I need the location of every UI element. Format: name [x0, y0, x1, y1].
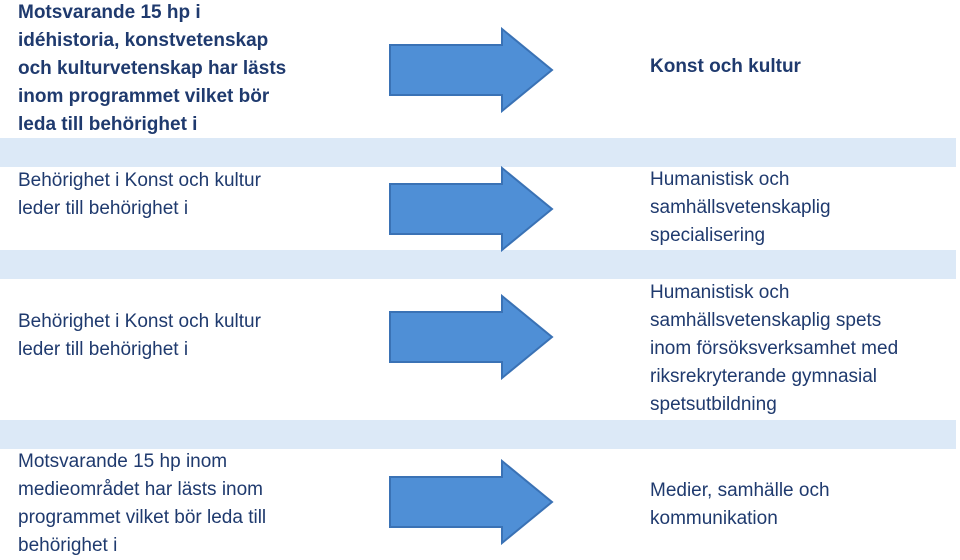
text-line: Konst och kultur — [650, 56, 801, 77]
text-line: inom programmet vilket bör — [18, 86, 270, 107]
text-line: Motsvarande 15 hp i — [18, 2, 201, 23]
text-line: samhällsvetenskaplig — [650, 197, 831, 218]
text-line: Motsvarande 15 hp inom — [18, 451, 228, 472]
row-2-left-text — [18, 167, 328, 223]
text-line: Humanistisk och — [650, 169, 790, 190]
row-3-left-text — [18, 308, 328, 364]
text-line: Medier, samhälle och — [650, 480, 830, 501]
row-separator-band — [0, 420, 956, 449]
row-separator-band — [0, 138, 956, 167]
text-line: idéhistoria, konstvetenskap — [18, 30, 269, 51]
row-1-right-text — [650, 53, 955, 81]
row-1-left-text — [18, 0, 328, 139]
row-2-right-text — [650, 166, 955, 250]
text-line: inom försöksverksamhet med — [650, 338, 899, 359]
row-3-right-text — [650, 279, 955, 419]
text-line: specialisering — [650, 225, 766, 246]
text-line: leda till behörighet i — [18, 114, 198, 135]
text-line: spetsutbildning — [650, 394, 777, 415]
text-line: samhällsvetenskaplig spets — [650, 310, 882, 331]
text-line: programmet vilket bör leda till — [18, 507, 267, 528]
right-arrow-icon — [388, 294, 554, 380]
text-line: Behörighet i Konst och kultur — [18, 170, 261, 191]
row-4-left-text — [18, 448, 328, 560]
text-line: behörighet i — [18, 535, 118, 556]
text-line: Behörighet i Konst och kultur — [18, 311, 261, 332]
text-line: medieområdet har lästs inom — [18, 479, 263, 500]
row-separator-band — [0, 250, 956, 279]
right-arrow-icon — [388, 166, 554, 252]
text-line: kommunikation — [650, 508, 778, 529]
text-line: leder till behörighet i — [18, 339, 189, 360]
text-line: Humanistisk och — [650, 282, 790, 303]
right-arrow-icon — [388, 459, 554, 545]
row-4-right-text — [650, 477, 955, 533]
text-line: leder till behörighet i — [18, 198, 189, 219]
text-line: riksrekryterande gymnasial — [650, 366, 878, 387]
right-arrow-icon — [388, 27, 554, 113]
text-line: och kulturvetenskap har lästs — [18, 58, 287, 79]
